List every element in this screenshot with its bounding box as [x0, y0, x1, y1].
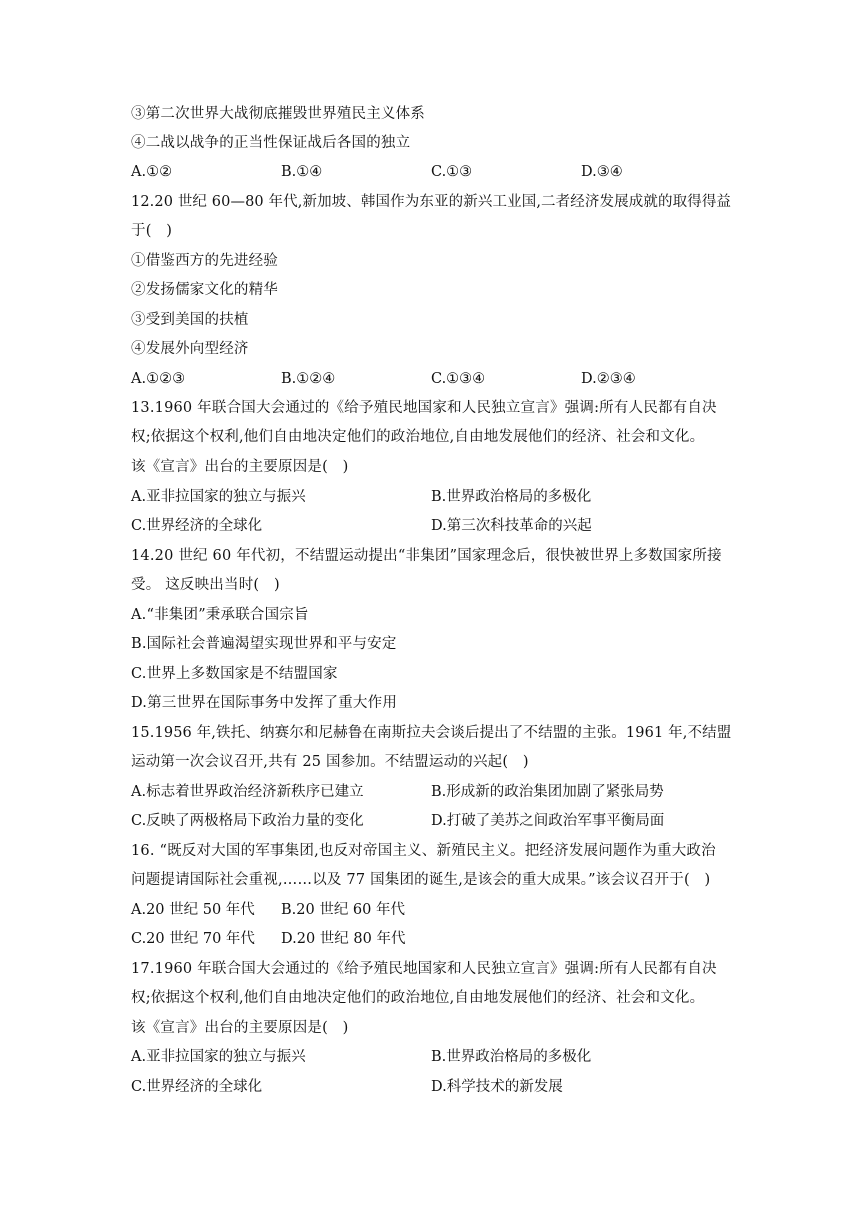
q12-option-b: B.①②④: [281, 371, 336, 387]
q17-option-a: A.亚非拉国家的独立与振兴: [131, 1049, 306, 1065]
q12-statement-1: ①借鉴西方的先进经验: [131, 253, 278, 269]
q17-option-c: C.世界经济的全球化: [131, 1079, 263, 1095]
q13-stem-line-3: 该《宣言》出台的主要原因是( ): [131, 459, 349, 475]
q15-stem-line-1: 15.1956 年,铁托、纳赛尔和尼赫鲁在南斯拉夫会谈后提出了不结盟的主张。1961 年,不结盟: [131, 725, 732, 741]
q11-option-d: D.③④: [581, 164, 623, 180]
q16-option-d: D.20 世纪 80 年代: [281, 931, 406, 947]
q15-stem-line-2: 运动第一次会议召开,共有 25 国参加。不结盟运动的兴起( ): [131, 754, 529, 770]
q16-stem-line-1: 16. “既反对大国的军事集团,也反对帝国主义、新殖民主义。把经济发展问题作为重大政治: [131, 843, 716, 859]
q11-statement-3: ③第二次世界大战彻底摧毁世界殖民主义体系: [131, 106, 425, 122]
q17-stem-line-3: 该《宣言》出台的主要原因是( ): [131, 1020, 349, 1036]
q12-statement-2: ②发扬儒家文化的精华: [131, 282, 278, 298]
q14-option-a: A.“非集团”秉承联合国宗旨: [131, 607, 309, 623]
q12-option-a: A.①②③: [131, 371, 186, 387]
q16-option-c: C.20 世纪 70 年代: [131, 931, 255, 947]
q14-option-d: D.第三世界在国际事务中发挥了重大作用: [131, 695, 398, 711]
q12-option-c: C.①③④: [431, 371, 486, 387]
q16-stem-line-2: 问题提请国际社会重视,……以及 77 国集团的诞生,是该会的重大成果。”该会议召开于( ): [131, 872, 711, 888]
q13-option-d: D.第三次科技革命的兴起: [431, 518, 592, 534]
q14-stem-line-2: 受。 这反映出当时( ): [131, 577, 280, 593]
q15-option-d: D.打破了美苏之间政治军事平衡局面: [431, 813, 665, 829]
q12-option-d: D.②③④: [581, 371, 636, 387]
q14-option-c: C.世界上多数国家是不结盟国家: [131, 666, 338, 682]
q13-option-a: A.亚非拉国家的独立与振兴: [131, 489, 306, 505]
q15-option-c: C.反映了两极格局下政治力量的变化: [131, 813, 364, 829]
q12-statement-3: ③受到美国的扶植: [131, 312, 249, 328]
q16-option-a: A.20 世纪 50 年代: [131, 902, 255, 918]
q13-stem-line-2: 权;依据这个权利,他们自由地决定他们的政治地位,自由地发展他们的经济、社会和文化。: [131, 429, 705, 445]
q15-option-b: B.形成新的政治集团加剧了紧张局势: [431, 784, 664, 800]
q17-option-d: D.科学技术的新发展: [431, 1079, 563, 1095]
q11-option-a: A.①②: [131, 164, 173, 180]
q11-option-c: C.①③: [431, 164, 473, 180]
q14-stem-line-1: 14.20 世纪 60 年代初，不结盟运动提出“非集团”国家理念后，很快被世界上多数国家所接: [131, 548, 722, 564]
q13-stem-line-1: 13.1960 年联合国大会通过的《给予殖民地国家和人民独立宣言》强调:所有人民都有自决: [131, 400, 717, 416]
q12-stem-line-2: 于( ): [131, 223, 173, 239]
q17-option-b: B.世界政治格局的多极化: [431, 1049, 592, 1065]
q11-option-b: B.①④: [281, 164, 323, 180]
q12-statement-4: ④发展外向型经济: [131, 341, 249, 357]
q17-stem-line-1: 17.1960 年联合国大会通过的《给予殖民地国家和人民独立宣言》强调:所有人民都有自决: [131, 961, 717, 977]
q11-statement-4: ④二战以战争的正当性保证战后各国的独立: [131, 135, 411, 151]
q14-option-b: B.国际社会普遍渴望实现世界和平与安定: [131, 636, 397, 652]
q17-stem-line-2: 权;依据这个权利,他们自由地决定他们的政治地位,自由地发展他们的经济、社会和文化。: [131, 990, 705, 1006]
q13-option-b: B.世界政治格局的多极化: [431, 489, 592, 505]
q13-option-c: C.世界经济的全球化: [131, 518, 263, 534]
q12-stem-line-1: 12.20 世纪 60—80 年代,新加坡、韩国作为东亚的新兴工业国,二者经济发展成就的取得得益: [131, 194, 732, 210]
q15-option-a: A.标志着世界政治经济新秩序已建立: [131, 784, 364, 800]
q16-option-b: B.20 世纪 60 年代: [281, 902, 405, 918]
